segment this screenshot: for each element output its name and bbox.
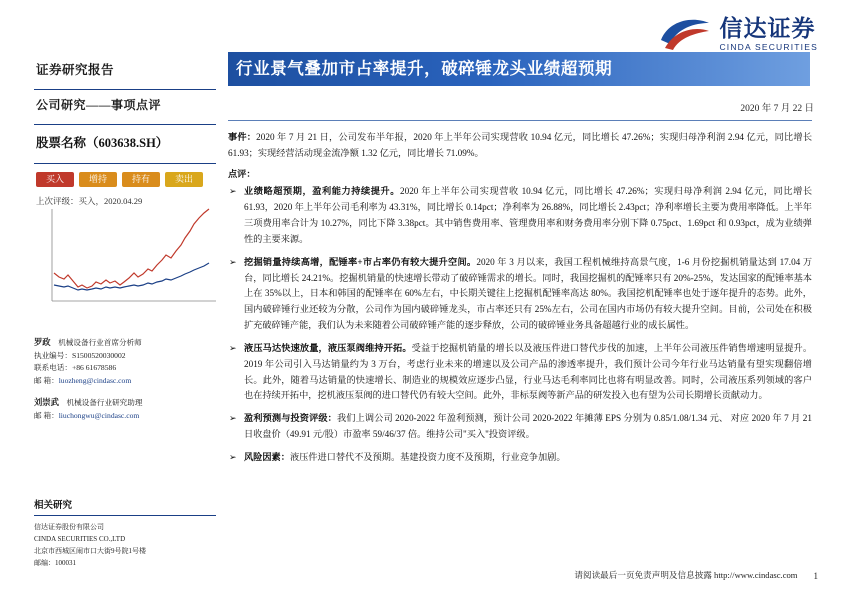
rating-scale — [36, 172, 216, 187]
research-type-label: 公司研究——事项点评 — [36, 98, 162, 112]
report-date: 2020 年 7 月 22 日 — [740, 104, 814, 114]
event-label: 事件： — [228, 132, 257, 142]
analyst-cert: 执业编号：S1500520030002 — [34, 350, 126, 360]
comment-bullets — [228, 184, 812, 465]
disclaimer-text[interactable]: 请阅读最后一页免责声明及信息披露 http://www.cindasc.com — [574, 570, 798, 580]
bullet-head: 液压马达快速放量，液压泵阀维持开拓。 — [244, 342, 412, 353]
address-line: 邮编：100031 — [34, 558, 76, 567]
address-line: 信达证券股份有限公司 — [34, 523, 104, 531]
analyst-name: 罗政 — [34, 338, 51, 347]
analyst-role: 机械设备行业首席分析师 — [58, 338, 142, 347]
bullet-text: 我们上调公司 2020-2022 年盈利预测，预计公司 2020-2022 年摊薄 EPS 分别为 0.85/1.08/1.34 元、 对应 2020 年 7 月 21 日收盘价（49.91 元/股）市盈率 59/46/37 倍。维持公司"买入"投资评级。 — [244, 413, 812, 440]
related-research-block — [34, 497, 234, 570]
arrow-bullet-icon: ➢ — [229, 451, 237, 462]
analyst-phone: 联系电话：+86 61678586 — [34, 363, 117, 373]
divider — [228, 120, 812, 121]
analyst-block — [34, 336, 234, 431]
analyst-item — [34, 396, 234, 422]
brand-name-cn: 信达证券 — [719, 14, 816, 41]
list-item — [228, 341, 812, 404]
analyst-mail-label: 邮 箱： — [34, 375, 59, 385]
brand-logo — [659, 14, 818, 54]
divider — [34, 163, 216, 164]
rating-buy[interactable]: 买入 — [36, 172, 74, 187]
bullet-head: 盈利预测与投资评级： — [244, 413, 337, 424]
analyst-name: 刘崇武 — [34, 398, 59, 408]
related-research-title: 相关研究 — [34, 501, 73, 511]
rating-overweight[interactable]: 增持 — [79, 172, 117, 187]
address-line: CINDA SECURITIES CO.,LTD — [34, 534, 126, 543]
stock-name-label: 股票名称（603638.SH） — [36, 136, 169, 150]
bullet-text: 2020 年上半年公司实现营收 10.94 亿元，同比增长 47.26%；实现归母净利润 2.94 亿元，同比增长 61.93，2020 年上半年公司毛利率为 43.31%，同比增长 0.14pct；净利率为 26.88%，同比增长 2.43pct；净利率增长主要为费用率降低。上半年三项费用率合计为 10.27%，同比下降 3.38pct。其中销售费用率、管理费用率和财务费用率分别下降 0.75pct、1.69pct 和 0.93pct，成为业绩弹性的主要来源。 — [244, 186, 813, 244]
comment-label: 点评： — [228, 168, 256, 179]
divider — [34, 515, 216, 516]
event-paragraph — [228, 130, 812, 162]
brand-name-en: CINDA SECURITIES — [719, 41, 818, 52]
event-text: 2020 年 7 月 21 日，公司发布半年报，2020 年上半年公司实现营收 10.94 亿元，同比增长 47.26%；实现归母净利润 2.94 亿元，同比增长 61.93；实现经营活动现金流净额 1.32 亿元，同比增长 71.09%。 — [228, 132, 813, 158]
bullet-text: 2020 年 3 月以来，我国工程机械维持高景气度，1-6 月份挖掘机销量达到 17.04 万台，同比增长 24.21%。挖掘机销量的快速增长带动了破碎锤需求的增长。同时，我国挖掘机的配锤率只有 20%-25%，发达国家的配锤率基本上在 35%以上，日本和韩国的配锤率在 60%左右，中长期关键往上挖掘机配锤率高达 80%。我国挖机配锤率也处于逐年提升的态势。此外，国内破碎锤行业还较为分散，公司作为国内破碎锤龙头，市占率还只有 25%左右，公司在国内市场仍有较大提升空间。目前，公司处在积极扩充破碎锤产能，我们认为未来随着公司破碎锤产能的逐步释放，公司的破碎锤业务具备超越行业的成长属性。 — [244, 256, 813, 331]
arrow-bullet-icon: ➢ — [229, 186, 237, 197]
report-body — [228, 130, 812, 473]
swoosh-logo-icon — [659, 14, 711, 54]
analyst-role: 机械设备行业研究助理 — [66, 398, 143, 408]
brand-text — [719, 14, 818, 52]
arrow-bullet-icon: ➢ — [229, 342, 237, 353]
list-item — [228, 255, 812, 334]
price-performance-chart — [34, 205, 220, 315]
analyst-mail-label: 邮 箱： — [34, 410, 59, 420]
list-item — [228, 411, 812, 443]
sidebar — [34, 54, 216, 211]
rating-hold[interactable]: 持有 — [122, 172, 160, 187]
previous-rating-label: 上次评级：买入，2020.04.29 — [36, 196, 143, 206]
analyst-mail[interactable]: luozheng@cindasc.com — [58, 375, 132, 385]
bullet-text: 受益于挖掘机销量的增长以及液压件进口替代步伐的加速，上半年公司液压件销售增速明显提升。2019 年公司引入马达销量约为 3 万台，考虑行业未来的增速以及公司产品的渗透率提升，我们预计公司今年行业马达销量有望实现翻倍增长。此外，随着马达销量的快速增长、制造业的规模效应逐步凸显，行业马达毛利率同比也将有明显改善。同时，公司液压系列领域的客户也在持续开拓中，挖机液压泵阀的进口替代仍有较大空间。此外，非标泵阀等新产品的研发投入也有望为公司长期增长贡献动力。 — [244, 342, 813, 401]
company-address — [34, 522, 234, 570]
list-item — [228, 184, 812, 247]
analyst-mail[interactable]: liuchongwu@cindasc.com — [58, 410, 140, 420]
address-line: 北京市西城区闹市口大街9号院1号楼 — [34, 546, 146, 555]
page-title: 行业景气叠加市占率提升，破碎锤龙头业绩超预期 — [236, 59, 613, 78]
bullet-head: 业绩略超预期，盈利能力持续提升。 — [244, 186, 400, 197]
page-number: 1 — [813, 571, 818, 581]
bullet-head: 挖掘销量持续高增，配锤率+市占率仍有较大提升空间。 — [244, 256, 477, 267]
bullet-text: 液压件进口替代不及预期。基建投资力度不及预期，行业竞争加剧。 — [289, 451, 566, 462]
rating-sell[interactable]: 卖出 — [165, 172, 203, 187]
report-kind-label: 证券研究报告 — [36, 63, 115, 77]
arrow-bullet-icon: ➢ — [229, 413, 237, 424]
list-item — [228, 450, 812, 466]
arrow-bullet-icon: ➢ — [229, 256, 237, 267]
bullet-head: 风险因素： — [244, 451, 290, 462]
analyst-item — [34, 336, 234, 387]
